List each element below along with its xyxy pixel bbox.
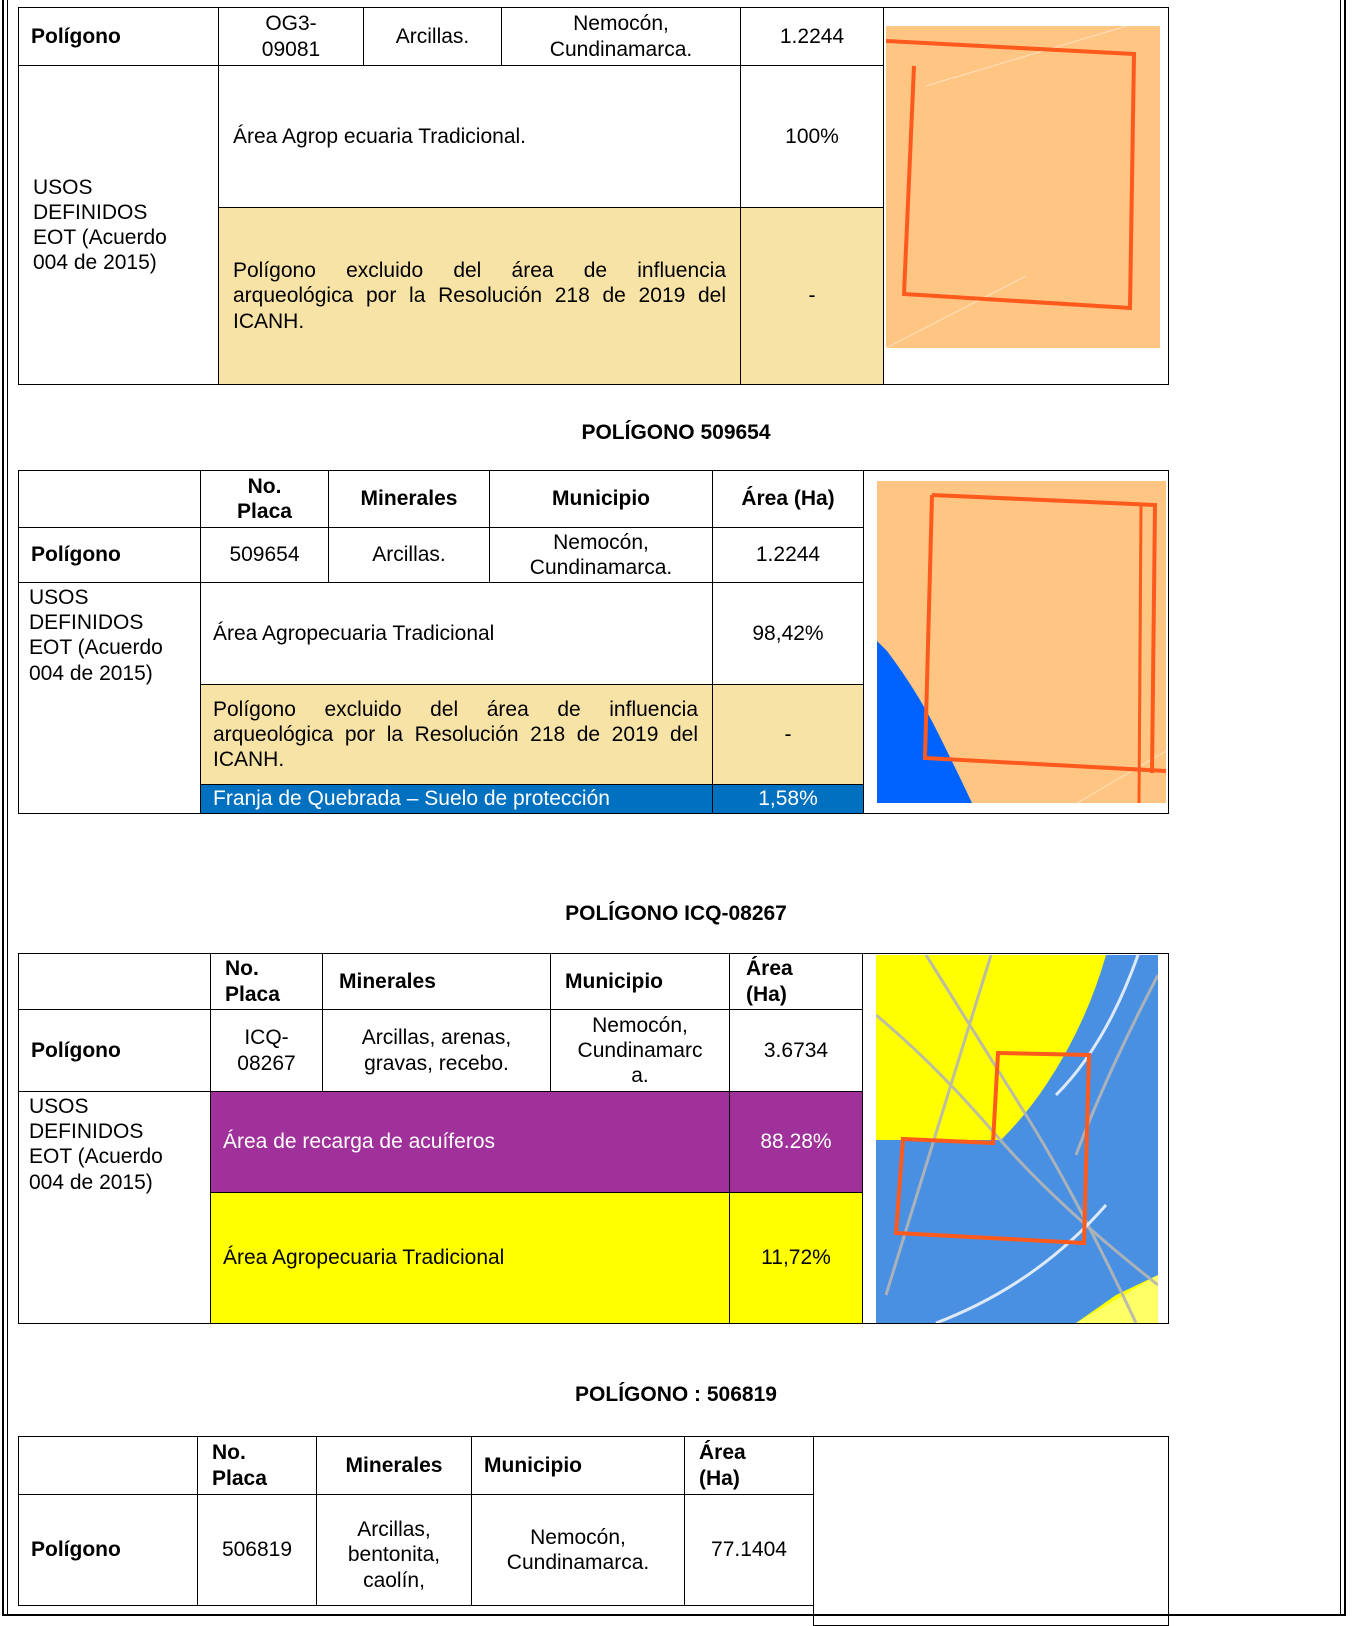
use-excluido-value: -	[712, 684, 864, 785]
municipio-value: Nemocón, Cundinamarca.	[501, 7, 741, 66]
use-excluido: Polígono excluido del área de influencia arqueológica por la Resolución 218 de 2019 del ICANH.	[200, 684, 713, 785]
header-municipio: Municipio	[471, 1436, 685, 1495]
usos-definidos-label: USOS DEFINIDOS EOT (Acuerdo 004 de 2015)	[18, 1091, 211, 1324]
placa-value: 509654	[200, 527, 329, 583]
section-title-icq-08267: POLÍGONO ICQ-08267	[565, 902, 787, 925]
row-label-poligono: Polígono	[18, 7, 219, 66]
use-agropecuaria-value: 100%	[740, 65, 884, 208]
header-area: Área (Ha)	[712, 470, 864, 528]
row-label-poligono: Polígono	[18, 527, 201, 583]
header-area: Área (Ha)	[729, 953, 863, 1010]
area-value: 1.2244	[740, 7, 884, 66]
minerales-value: Arcillas, bentonita, caolín,	[316, 1494, 472, 1606]
header-minerales: Minerales	[322, 953, 551, 1010]
map-cell	[813, 1436, 1169, 1626]
area-value: 1.2244	[712, 527, 864, 583]
use-excluido-value: -	[740, 207, 884, 385]
minerales-value: Arcillas.	[363, 7, 502, 66]
use-excluido: Polígono excluido del área de influencia arqueológica por la Resolución 218 de 2019 del ICANH.	[218, 207, 741, 385]
map-icq-08267	[876, 955, 1158, 1323]
use-agropecuaria: Área Agropecuaria Tradicional	[210, 1192, 730, 1324]
use-agropecuaria-value: 98,42%	[712, 582, 864, 685]
usos-definidos-label: USOS DEFINIDOS EOT (Acuerdo 004 de 2015)	[18, 582, 201, 814]
area-value: 77.1404	[684, 1494, 814, 1606]
use-agropecuaria: Área Agrop ecuaria Tradicional.	[218, 65, 741, 208]
use-recarga-acuiferos: Área de recarga de acuíferos	[210, 1091, 730, 1193]
header-empty	[18, 470, 201, 528]
header-placa: No. Placa	[197, 1436, 317, 1495]
use-franja-quebrada-value: 1,58%	[712, 784, 864, 814]
use-recarga-acuiferos-value: 88.28%	[729, 1091, 863, 1193]
placa-value: OG3- 09081	[218, 7, 364, 66]
placa-value: ICQ- 08267	[210, 1009, 323, 1092]
header-placa: No. Placa	[210, 953, 323, 1010]
header-empty	[18, 1436, 198, 1495]
header-municipio: Municipio	[550, 953, 730, 1010]
header-empty	[18, 953, 211, 1010]
header-municipio: Municipio	[489, 470, 713, 528]
row-label-poligono: Polígono	[18, 1494, 198, 1606]
placa-value: 506819	[197, 1494, 317, 1606]
use-agropecuaria: Área Agropecuaria Tradicional	[200, 582, 713, 685]
map-og3-09081	[886, 26, 1160, 348]
use-agropecuaria-value: 11,72%	[729, 1192, 863, 1324]
header-area: Área (Ha)	[684, 1436, 814, 1495]
map-509654	[877, 481, 1166, 803]
row-label-poligono: Polígono	[18, 1009, 211, 1092]
area-value: 3.6734	[729, 1009, 863, 1092]
municipio-value: Nemocón, Cundinamarc a.	[550, 1009, 730, 1092]
use-franja-quebrada: Franja de Quebrada – Suelo de protección	[200, 784, 713, 814]
header-placa: No. Placa	[200, 470, 329, 528]
municipio-value: Nemocón, Cundinamarca.	[471, 1494, 685, 1606]
header-minerales: Minerales	[316, 1436, 472, 1495]
header-minerales: Minerales	[328, 470, 490, 528]
minerales-value: Arcillas.	[328, 527, 490, 583]
usos-definidos-label: USOS DEFINIDOS EOT (Acuerdo 004 de 2015)	[18, 65, 219, 385]
minerales-value: Arcillas, arenas, gravas, recebo.	[322, 1009, 551, 1092]
municipio-value: Nemocón, Cundinamarca.	[489, 527, 713, 583]
section-title-506819: POLÍGONO : 506819	[575, 1383, 777, 1406]
section-title-509654: POLÍGONO 509654	[581, 421, 771, 444]
